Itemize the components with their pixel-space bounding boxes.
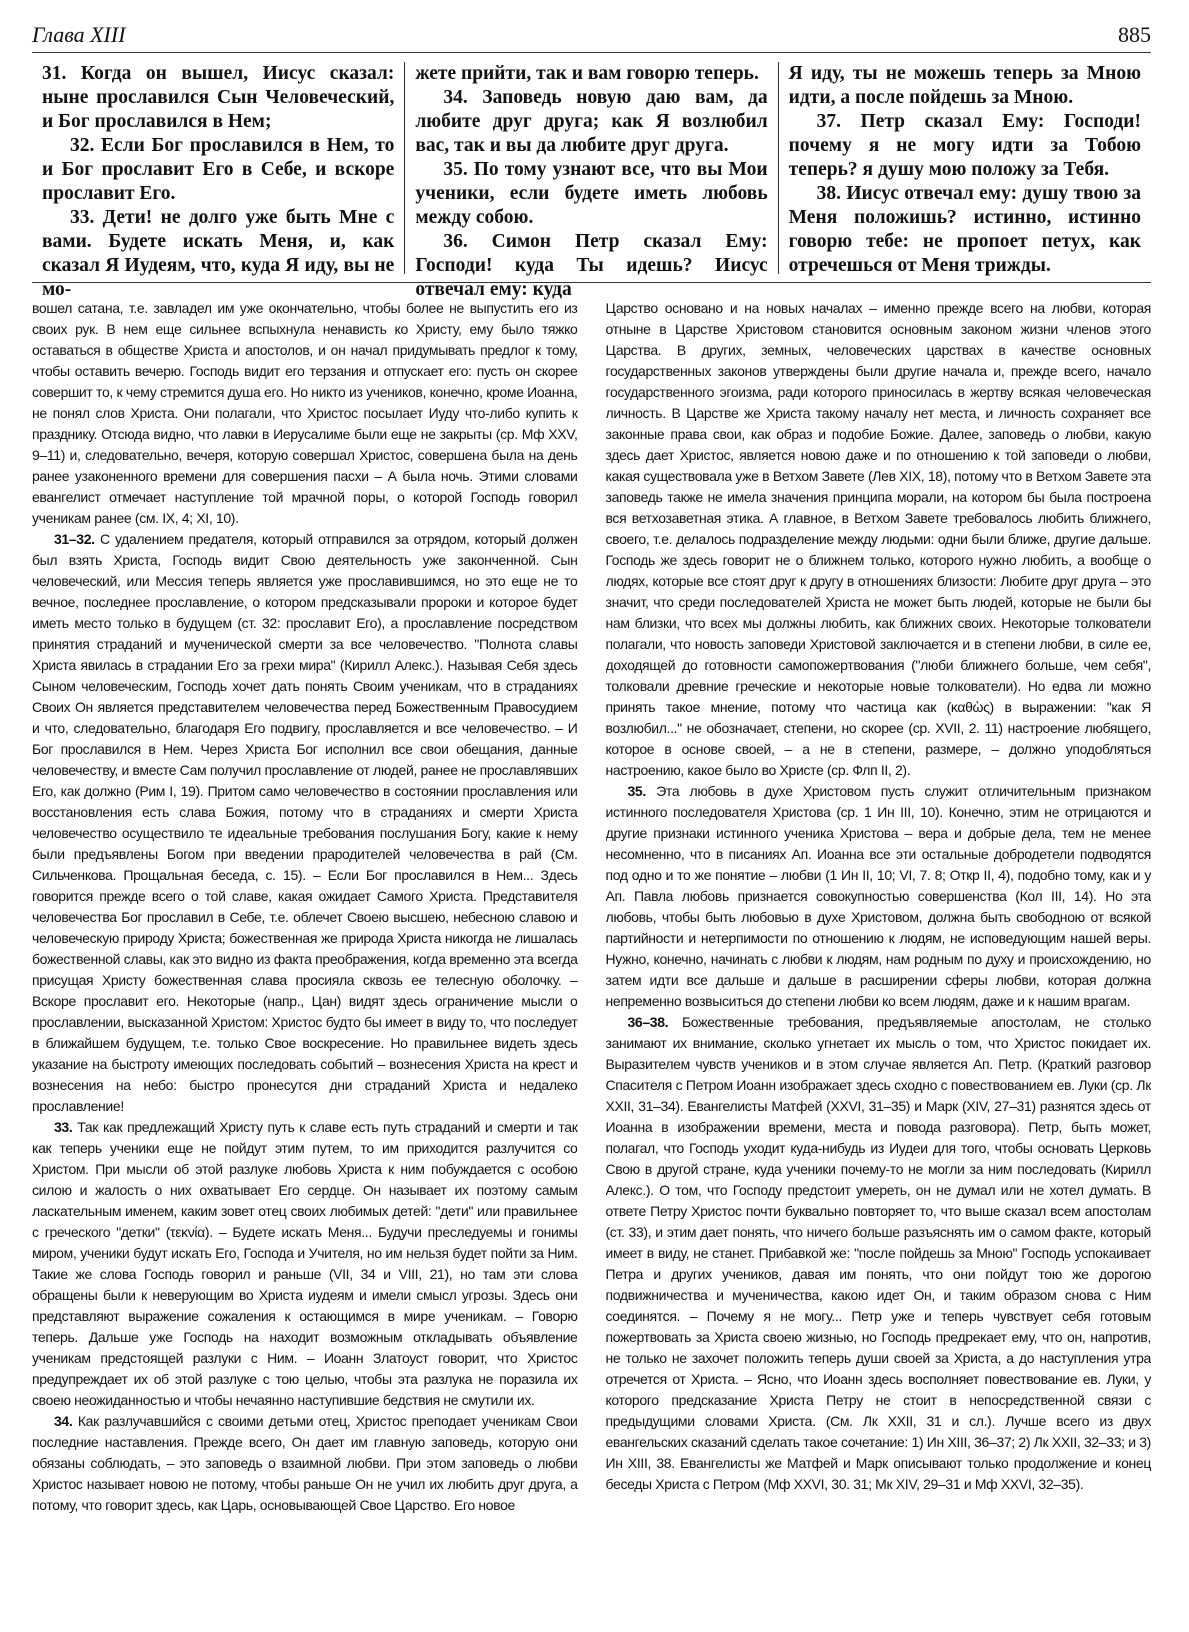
verse-35: 35. По тому узнают все, что вы Мои ученики, если будете иметь любовь между собою. — [415, 159, 768, 228]
verse-column-2 — [404, 62, 777, 300]
page-header — [32, 18, 1151, 53]
verse-37: 37. Петр сказал Ему: Господи! почему я не могу идти за Тобою теперь? я душу мою положу за Тебя. — [788, 111, 1141, 180]
verse-ref: 36–38. — [627, 1014, 669, 1030]
commentary-paragraph: 35. Эта любовь в духе Христовом пусть служит отличительным признаком истинного последователя Христова (ср. 1 Ин III, 10). Конечно, этим не отрицаются и другие признаки истинного ученика Христова – вера и добрые дела, тем не менее несомненно, что в писаниях Ап. Иоанна все эти остальные добродетели подводятся под одно и то же понятие – любви (1 Ин II, 10; VI, 7. 8; Откр II, 4), подобно тому, как и у Ап. Павла любовь признается совокупностью совершенства (Кол III, 14). Но эта любовь, чтобы быть любовью в духе Христовом, должна быть свободною от всякой партийности и нетерпимости по отношению к людям, не исповедующим нашей веры. Нужно, конечно, начинать с любви к людям, нам родным по духу и происхождению, но затем идти все дальше и дальше в расширении сферы любви, которая должна непременно возвыситься до степени любви ко всем людям, даже и к нашим врагам. — [605, 783, 1151, 1009]
commentary-left-column — [32, 298, 578, 1612]
commentary-paragraph: 33. Так как предлежащий Христу путь к славе есть путь страданий и смерти и так как теперь ученики еще не пойдут этим путем, то им приходится разлучится со Христом. При мысли об этой разлуке любовь Христа к ним побуждается с особою силою и жалость о них охватывает Его сердце. Он называет их поэтому самым ласкательным именем, каким зовет отец своих любимых детей: "дети" или правильнее с греческого "детки" (τεκνία). – Будете искать Меня... Будучи преследуемы и гонимы миром, ученики будут искать Его, Господа и Учителя, но им нельзя будет пойти за Ним. Такие же слова Господь говорил и раньше (VII, 34 и VIII, 21), но там эти слова обращены были к неверующим во Христа иудеям и имели смысл угрозы. Здесь они представляют выражение сожаления к остающимся в мире ученикам. – Говорю теперь. Дальше уже Господь на находит возможным откладывать объявление ученикам предстоящей разлуки с Ним. – Иоанн Златоуст говорит, что Христос предупреждает их об этой разлуке с тою целью, чтобы эта разлука не поразила их своею неожиданностью и чтобы нечаянно наступившие бедствия не смутили их. — [32, 1119, 578, 1408]
verse-34: 34. Заповедь новую даю вам, да любите друг друга; как Я возлюбил вас, так и вы да любите друг друга. — [415, 87, 768, 156]
verse-36: 36. Симон Петр сказал Ему: Господи! куда Ты идешь? Иисус отвечал ему: куда — [415, 231, 768, 300]
chapter-title: Глава XIII — [32, 22, 126, 47]
verse-33-continued: жете прийти, так и вам говорю теперь. — [415, 63, 759, 84]
verse-ref: 31–32. — [54, 531, 95, 547]
verse-32: 32. Если Бог прославился в Нем, то и Бог прославит Его в Себе, и вскоре прославит Его. — [42, 135, 395, 204]
commentary-right-column — [606, 298, 1152, 1612]
verse-column-3 — [778, 62, 1151, 274]
commentary — [32, 298, 1151, 1612]
verse-ref: 34. — [54, 1413, 73, 1429]
commentary-paragraph: 36–38. Божественные требования, предъявляемые апостолам, не столько занимают их внимание, сколько угнетает их мысль о том, что Христос покидает их. Выразителем чувств учеников и в этом случае является Ап. Петр. (Краткий разговор Спасителя с Петром Иоанн изображает здесь сходно с повествованием ев. Луки (ср. Лк XXII, 31–34). Евангелисты Матфей (XXVI, 31–35) и Марк (XIV, 27–31) разнятся здесь от Иоанна в изображении времени, места и повода разговора). Петр, быть может, полагал, что Господь уходит куда-нибудь из Иудеи для того, чтобы основать Церковь Свою в другой стране, куда ученики почему-то не могли за ним последовать (Кирилл Алекс.). О том, что Господу предстоит умереть, он не думал или не хотел думать. В ответе Петру Христос почти буквально повторяет то, что выше сказал всем апостолам (ст. 33), и этим дает понять, что ничего больше разъяснять им о самом факте, который имеет в виду, не станет. Прибавкой же: "после пойдешь за Мною" Господь успокаивает Петра и других учеников, давая им понять, что они пойдут тою же дорогою подвижничества и мученичества, какою идет Он, и таким образом снова с Ним соединятся. – Почему я не могу... Петр уже и теперь чувствует себя готовым пожертвовать за Христа своею жизнью, но Господь предрекает ему, что он, напротив, не только не захочет положить теперь души своей за Христа, а до наступления утра отречется от Христа. – Ясно, что Иоанн здесь восполняет повествование ев. Луки, у которого предсказание Христа Петру не стоит в непосредственной связи с предыдущими словами Христа. (См. Лк XXII, 31 и сл.). Лучше всего из двух евангельских сказаний сделать такое сочетание: 1) Ин XIII, 36–37; 2) Лк XXII, 32–33; и 3) Ин XIII, 38. Евангелисты же Матфей и Марк описывают только продолжение и конец беседы Христа с Петром (Мф XXVI, 30. 31; Мк XIV, 29–31 и Мф XXVI, 32–35). — [605, 1014, 1151, 1492]
section-divider — [32, 282, 1151, 283]
commentary-paragraph: Царство основано и на новых началах – именно прежде всего на любви, которая отныне в Царстве Христовом становится основным законом жизни членов этого Царства. В других, земных, человеческих царствах в качестве основных государственных законов утверждены были другие начала и, прежде всего, начало государственного эгоизма, ради которого приносилась в жертву всякая человеческая личность. В Царстве же Христа такому началу нет места, и личность сохраняет все законные права свои, как образ и подобие Божие. Далее, заповедь о любви, какую здесь дает Христос, является новою даже и по отношению к той заповеди о любви, какая существовала уже в Ветхом Завете (Лев XIX, 18), потому что в Ветхом Завете эта заповедь также не имела значения принципа морали, на котором бы была построена вся ветхозаветная этика. А главное, в Ветхом Завете требовалось любить ближнего, своего, т.е. делалось подразделение между людьми: одни были ближе, другие дальше. Господь же здесь говорит не о ближнем только, которого нужно любить, а вообще о людях, которые все стоят друг к другу в отношениях близости: Любите друг друга – это значит, что среди последователей Христа не может быть людей, которые не были бы нам близки, что всех мы должны любить, как ближних своих. Некоторые толкователи полагали, что новость заповеди Христовой заключается и в степени любви, в силе ее, доходящей до готовности самопожертвования ("люби ближнего больше, чем себя", толковали древние греческие и некоторые новые толкователи). Но едва ли можно принять такое мнение, потому что частица как (καθὼς) в выражении: "как Я возлюбил..." не обозначает, степени, но скорее (ср. XVII, 2. 11) настроение любящего, которое в основе своей, – а не в степени, размере, – должно уподобляться настроению, какое было во Христе (ср. Флп II, 2). — [605, 300, 1151, 778]
scripture-verses — [32, 62, 1151, 300]
commentary-paragraph: вошел сатана, т.е. завладел им уже окончательно, чтобы более не выпустить его из своих рук. В нем еще сильнее вспыхнула ненависть ко Христу, ему было тяжко оставаться в обществе Христа и апостолов, и он начал придумывать предлог к тому, чтобы оставить вечерю. Господь видит его терзания и отпускает его: пусть он скорее совершит то, к чему стремится душа его. Но никто из учеников, конечно, кроме Иоанна, не понял слов Христа. Они полагали, что Христос посылает Иуду что-либо купить к празднику. Отсюда видно, что лавки в Иерусалиме были еще не закрыты (ср. Мф XXV, 9–11) и, следовательно, вечеря, которую совершал Христос, совершена была на день ранее узаконенного времени для совершения пасхи – А была ночь. Этими словами евангелист отмечает наступление той мрачной поры, о которой Господь говорил ученикам ранее (см. IX, 4; XI, 10). — [32, 300, 578, 526]
commentary-paragraph: 31–32. С удалением предателя, который отправился за отрядом, который должен был взять Христа, Господь видит Свою деятельность уже законченной. Сын человеческий, или Мессия теперь является уже прославившимся, но это еще не то вечное, последнее прославление, о котором предсказывали пророки и которое будет иметь место только в будущем (ст. 32: прославит Его), а прославление посредством принятия страданий и мученической смерти за все человечество. "Полнота славы Христа явилась в страдании Его за грехи мира" (Кирилл Алекс.). Называя Себя здесь Сыном человеческим, Господь хочет дать понять Своим ученикам, что в страданиях Своих Он является представителем человечества перед Божественным Правосудием и что, следовательно, благодаря Его подвигу, прославляется и все человечество. – И Бог прославился в Нем. Через Христа Бог исполнил все свои обещания, данные человечеству, и вместе Сам получил прославление от людей, ранее не прославлявших Его, как должно (Рим I, 19). Притом само человечество в состоянии прославления или восстановления есть слава Божия, потому что в страданиях и смерти Христа человечество осуществило те идеальные требования послушания Богу, какие к нему были предъявлены Богом при введении прародителей человечества в рай (См. Сильченкова. Прощальная беседа, с. 15). – Если Бог прославился в Нем... Здесь говорится прежде всего о той славе, какая ожидает Самого Христа. Представителя человечества Бог прославил в Себе, т.е. облечет Своею высшею, небесною славою и человеческую природу Христа; божественная же природа Христа никогда не лишалась божественной славы, как это видно из факта преображения, когда временно эта всегда присущая Христу божественная слава просияла сквозь ее телесную оболочку. – Вскоре прославит его. Некоторые (напр., Цан) видят здесь ограничение мысли о прославлении, высказанной Христом: Христос будто бы имеет в виду то, что последует в ближайшем будущем, т.е. только Свое воскресение. Но правильнее видеть здесь указание на быстроту имеющих последовать событий – вознесения Христа на крест и вознесения на небо: быстро пронесутся дни страданий Христа и недалеко прославление! — [32, 531, 578, 1114]
verse-column-1 — [32, 62, 404, 300]
commentary-paragraph: 34. Как разлучавшийся с своими детьми отец, Христос преподает ученикам Свои последние наставления. Прежде всего, Он дает им главную заповедь, которую они обязаны соблюдать, – это заповедь о взаимной любви. При этом заповедь о любви Христос называет новою не потому, чтобы раньше Он не учил их любить друг друга, а потому, что говорит здесь, как Царь, основывающей Свое Царство. Его новое — [32, 1413, 578, 1513]
verse-ref: 35. — [627, 783, 646, 799]
verse-36-continued: Я иду, ты не можешь теперь за Мною идти, а после пойдешь за Мною. — [788, 63, 1141, 108]
page-number: 885 — [1118, 22, 1151, 47]
verse-33: 33. Дети! не долго уже быть Мне с вами. Будете искать Меня, и, как сказал Я Иудеям, что, куда Я иду, вы не мо- — [42, 207, 395, 300]
verse-31: 31. Когда он вышел, Иисус сказал: ныне прославился Сын Человеческий, и Бог прославился в Нем; — [42, 63, 395, 132]
verse-ref: 33. — [54, 1119, 73, 1135]
verse-38: 38. Иисус отвечал ему: душу твою за Меня положишь? истинно, истинно говорю тебе: не пропоет петух, как отречешься от Меня трижды. — [788, 183, 1141, 276]
